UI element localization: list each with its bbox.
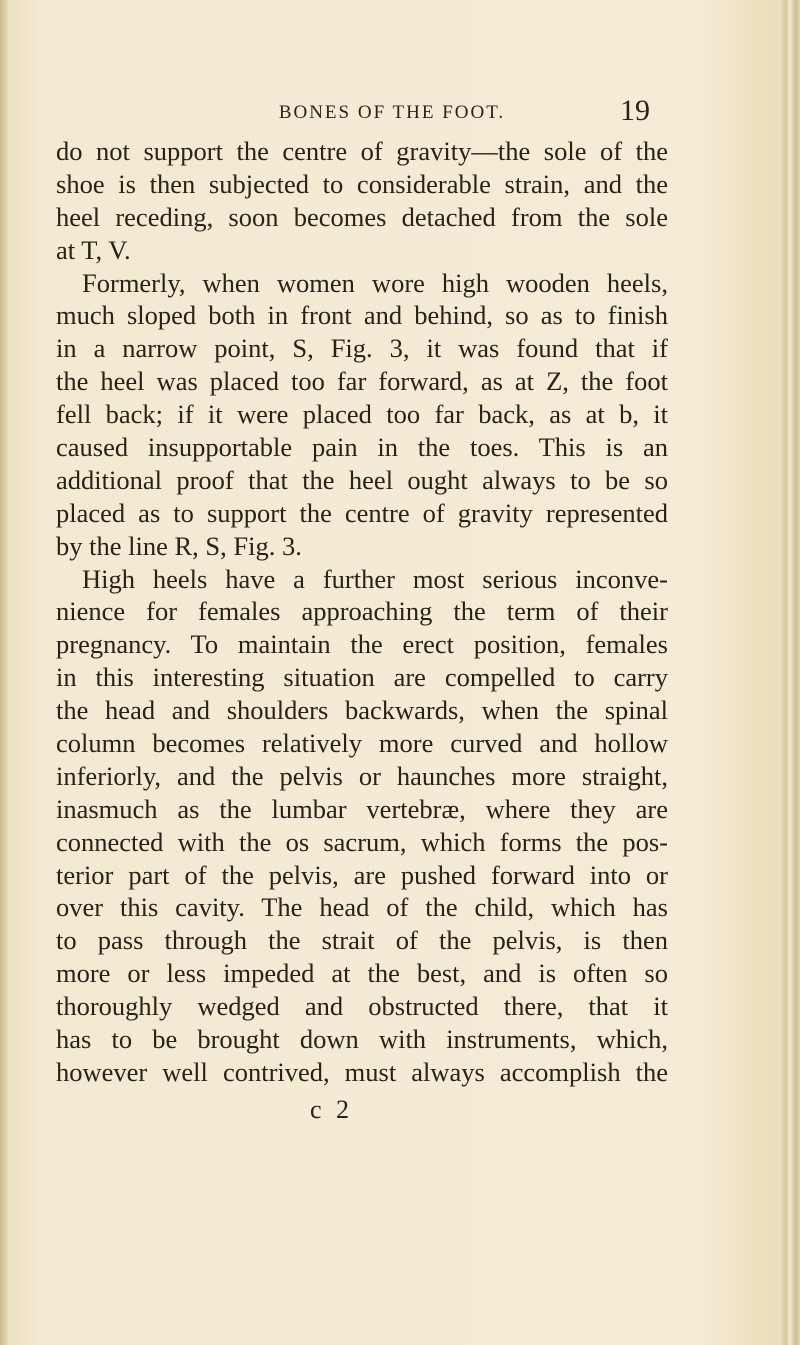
text-line: more or less impeded at the best, and is often so bbox=[56, 958, 668, 989]
text-line: inferiorly, and the pelvis or haunches more straight, bbox=[56, 760, 668, 791]
text-line: caused insupportable pain in the toes. This is an bbox=[56, 432, 668, 463]
text-line: High heels have a further most serious inconve- bbox=[82, 563, 668, 594]
text-line: column becomes relatively more curved and hollow bbox=[56, 728, 668, 759]
body-text bbox=[56, 135, 668, 1089]
text-line: at T, V. bbox=[56, 234, 131, 265]
text-line: Formerly, when women wore high wooden heels, bbox=[82, 267, 668, 298]
text-line: much sloped both in front and behind, so as to finish bbox=[56, 300, 668, 331]
text-line: to pass through the strait of the pelvis, is then bbox=[56, 925, 668, 956]
text-line: placed as to support the centre of gravity represented bbox=[56, 497, 668, 528]
text-line: in a narrow point, S, Fig. 3, it was found that if bbox=[56, 333, 668, 364]
text-line: however well contrived, must always accomplish the bbox=[56, 1056, 668, 1087]
text-line: shoe is then subjected to considerable strain, and the bbox=[56, 168, 668, 199]
text-line: the heel was placed too far forward, as at Z, the foot bbox=[56, 366, 668, 397]
page-number: 19 bbox=[620, 94, 650, 127]
text-line: terior part of the pelvis, are pushed forward into or bbox=[56, 859, 668, 890]
text-line: connected with the os sacrum, which forms the pos- bbox=[56, 826, 668, 857]
running-title: BONES OF THE FOOT. bbox=[278, 102, 506, 123]
text-line: thoroughly wedged and obstructed there, that it bbox=[56, 991, 668, 1022]
page-right-edge bbox=[778, 0, 800, 1345]
text-line: by the line R, S, Fig. 3. bbox=[56, 530, 302, 561]
text-line: heel receding, soon becomes detached from the sole bbox=[56, 201, 668, 232]
text-line: pregnancy. To maintain the erect position, females bbox=[56, 629, 668, 660]
text-line: additional proof that the heel ought always to be so bbox=[56, 464, 668, 495]
text-line: the head and shoulders backwards, when the spinal bbox=[56, 695, 668, 726]
text-line: inasmuch as the lumbar vertebræ, where they are bbox=[56, 793, 668, 824]
text-line: in this interesting situation are compelled to carry bbox=[56, 662, 668, 693]
signature-mark: c 2 bbox=[310, 1095, 354, 1124]
page-left-edge bbox=[0, 0, 10, 1345]
text-line: over this cavity. The head of the child, which has bbox=[56, 892, 668, 923]
page-header bbox=[0, 94, 800, 134]
text-line: nience for females approaching the term of their bbox=[56, 596, 668, 627]
text-line: fell back; if it were placed too far back, as at b, it bbox=[56, 399, 668, 430]
text-line: has to be brought down with instruments, which, bbox=[56, 1024, 668, 1055]
text-line: do not support the centre of gravity—the sole of the bbox=[56, 136, 668, 166]
